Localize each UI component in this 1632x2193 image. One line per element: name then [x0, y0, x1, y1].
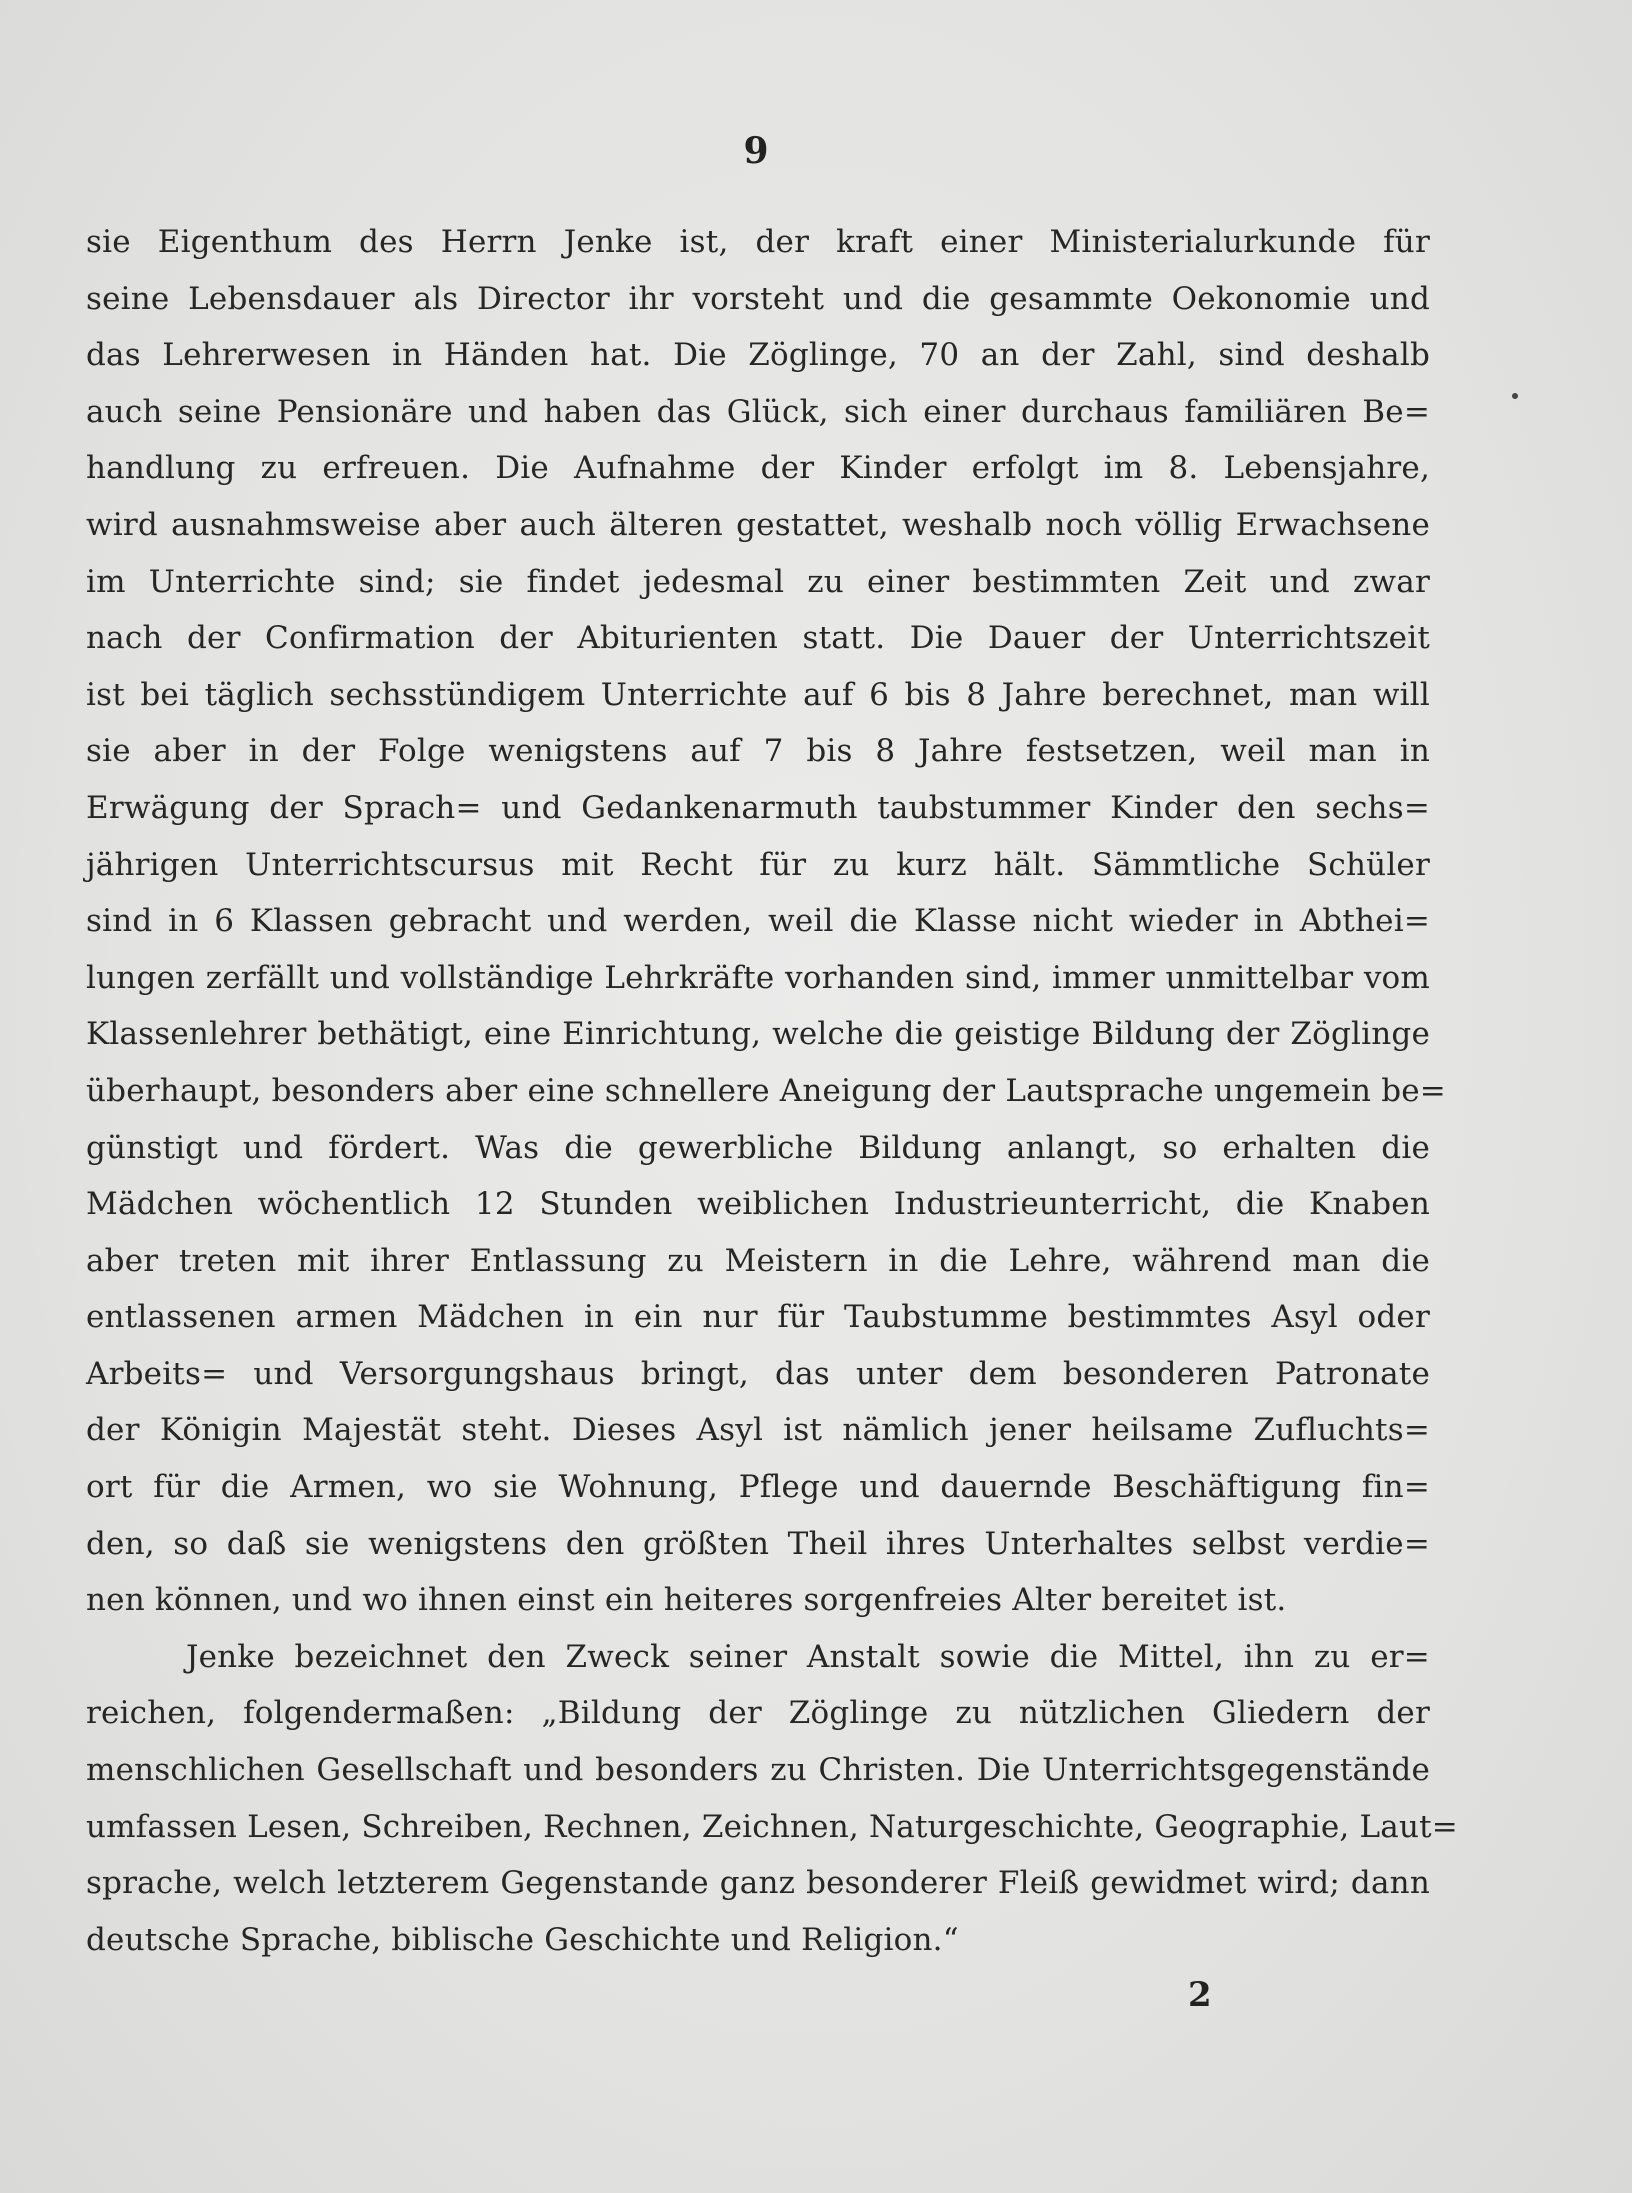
text-line: deutsche Sprache, biblische Geschichte und Religion.“ [86, 1921, 959, 1958]
text-line: im Unterrichte sind; sie findet jedesmal zu einer bestimmten Zeit und zwar [86, 563, 1430, 600]
page-number: 9 [743, 130, 769, 172]
text-line: überhaupt, besonders aber eine schnellere Aneigung der Lautsprache ungemein be= [86, 1072, 1446, 1109]
text-line: ort für die Armen, wo sie Wohnung, Pflege und dauernde Beschäftigung fin= [86, 1469, 1430, 1506]
body-text [86, 214, 1458, 1968]
text-line: entlassenen armen Mädchen in ein nur für Taubstumme bestimmtes Asyl oder [86, 1299, 1430, 1336]
text-line: Mädchen wöchentlich 12 Stunden weiblichen Industrieunterricht, die Knaben [86, 1186, 1430, 1223]
text-line: reichen, folgendermaßen: „Bildung der Zöglinge zu nützlichen Gliedern der [86, 1695, 1430, 1732]
text-line: der Königin Majestät steht. Dieses Asyl ist nämlich jener heilsame Zufluchts= [86, 1412, 1430, 1449]
text-line: ist bei täglich sechsstündigem Unterrichte auf 6 bis 8 Jahre berechnet, man will [86, 676, 1430, 713]
ink-speck [1512, 393, 1518, 399]
text-line: auch seine Pensionäre und haben das Glück, sich einer durchaus familiären Be= [86, 393, 1430, 430]
text-line: menschlichen Gesellschaft und besonders zu Christen. Die Unterrichtsgegenstände [86, 1752, 1430, 1789]
text-line: handlung zu erfreuen. Die Aufnahme der Kinder erfolgt im 8. Lebensjahre, [86, 450, 1430, 487]
text-line: Arbeits= und Versorgungshaus bringt, das unter dem besonderen Patronate [86, 1355, 1430, 1392]
text-line: sprache, welch letzterem Gegenstande ganz besonderer Fleiß gewidmet wird; dann [86, 1865, 1430, 1902]
text-line: sie aber in der Folge wenigstens auf 7 bis 8 Jahre festsetzen, weil man in [86, 733, 1430, 770]
text-line: nen können, und wo ihnen einst ein heiteres sorgenfreies Alter bereitet ist. [86, 1582, 1287, 1619]
text-line: den, so daß sie wenigstens den größten Theil ihres Unterhaltes selbst verdie= [86, 1525, 1430, 1562]
text-line: günstigt und fördert. Was die gewerbliche Bildung anlangt, so erhalten die [86, 1129, 1430, 1166]
text-line: sind in 6 Klassen gebracht und werden, weil die Klasse nicht wieder in Abthei= [86, 903, 1430, 940]
text-line: sie Eigenthum des Herrn Jenke ist, der kraft einer Ministerialurkunde für [86, 224, 1430, 260]
text-line: Klassenlehrer bethätigt, eine Einrichtung, welche die geistige Bildung der Zöglinge [86, 1016, 1430, 1053]
signature-mark: 2 [1188, 1975, 1212, 2015]
text-line: aber treten mit ihrer Entlassung zu Meistern in die Lehre, während man die [86, 1242, 1430, 1279]
text-line: nach der Confirmation der Abiturienten statt. Die Dauer der Unterrichtszeit [86, 620, 1430, 657]
text-line: Erwägung der Sprach= und Gedankenarmuth taubstummer Kinder den sechs= [86, 789, 1430, 826]
text-line: seine Lebensdauer als Director ihr vorsteht und die gesammte Oekonomie und [86, 280, 1430, 317]
text-line: lungen zerfällt und vollständige Lehrkräfte vorhanden sind, immer unmittelbar vom [86, 959, 1430, 996]
text-line: jährigen Unterrichtscursus mit Recht für zu kurz hält. Sämmtliche Schüler [86, 846, 1430, 883]
text-line: das Lehrerwesen in Händen hat. Die Zöglinge, 70 an der Zahl, sind deshalb [86, 337, 1430, 374]
text-line: wird ausnahmsweise aber auch älteren gestattet, weshalb noch völlig Erwachsene [86, 506, 1430, 543]
text-line: Jenke bezeichnet den Zweck seiner Anstalt sowie die Mittel, ihn zu er= [186, 1638, 1430, 1675]
text-line: umfassen Lesen, Schreiben, Rechnen, Zeichnen, Naturgeschichte, Geographie, Laut= [86, 1808, 1458, 1845]
